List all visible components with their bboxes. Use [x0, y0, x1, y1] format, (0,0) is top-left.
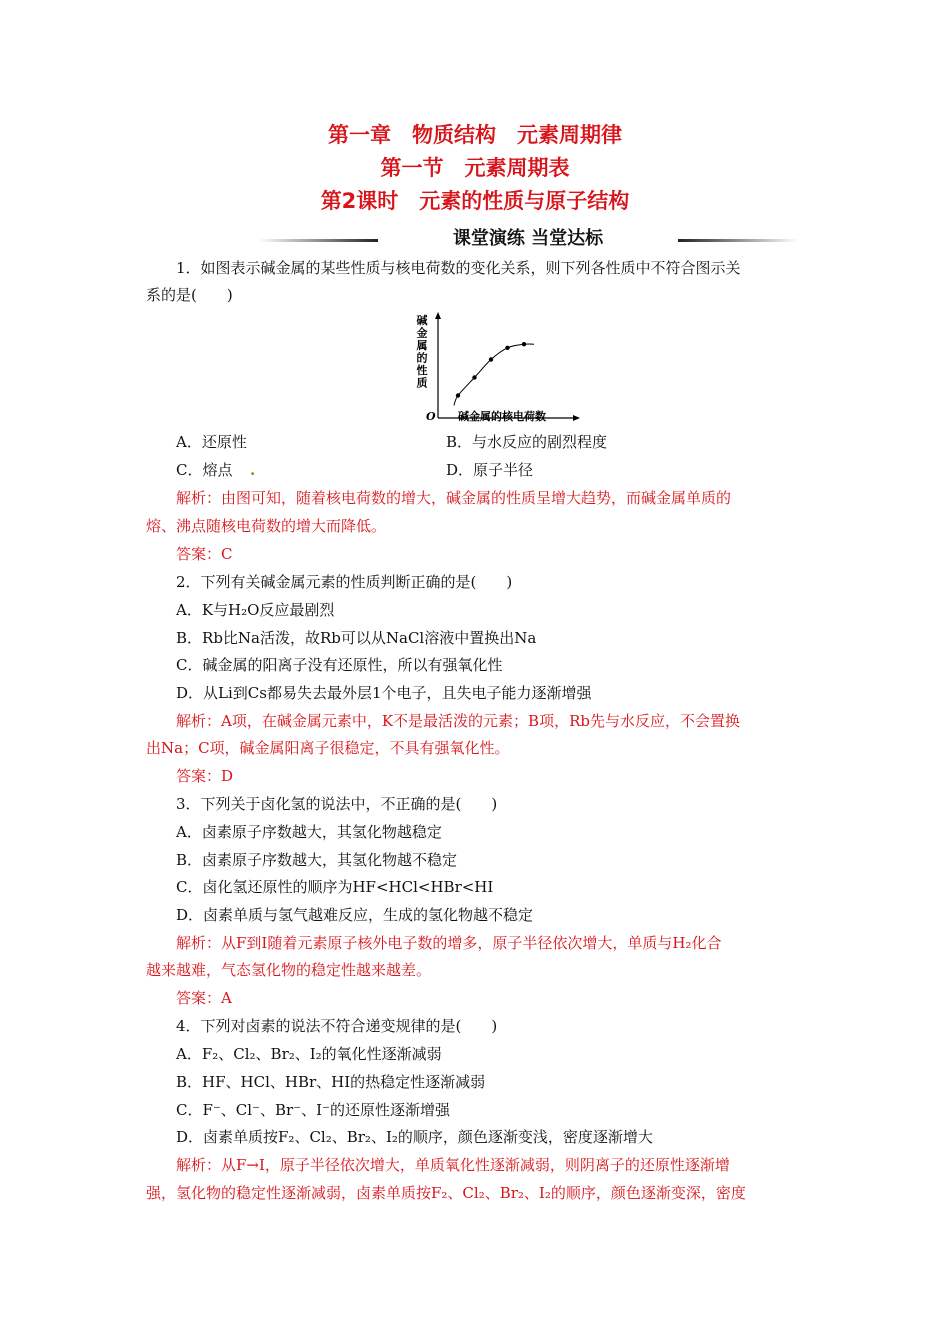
q1-analysis-line1: 解析：由图可知，随着核电荷数的增大，碱金属的性质呈增大趋势，而碱金属单质的 [176, 489, 732, 507]
q3-answer: 答案：A [176, 989, 232, 1007]
chart-x-arrow [573, 415, 580, 421]
q2-option-d: D．从Li到Cs都易失去最外层1个电子，且失电子能力逐渐增强 [176, 684, 592, 702]
q1-analysis-line2: 熔、沸点随核电荷数的增大而降低。 [146, 517, 387, 535]
chart-y-arrow [435, 312, 441, 319]
q3-stem: 3．下列关于卤化氢的说法中，不正确的是( ) [176, 795, 498, 813]
q2-answer: 答案：D [176, 767, 234, 785]
q4-analysis-line1: 解析：从F→I，原子半径依次增大，单质氧化性逐渐减弱，则阴离子的还原性逐渐增 [176, 1156, 730, 1174]
q4-analysis-line2: 强，氢化物的稳定性逐渐减弱，卤素单质按F₂、Cl₂、Br₂、I₂的顺序，颜色逐渐变深，密度 [146, 1184, 746, 1202]
chart-y-label-char: 碱 [416, 314, 428, 327]
chart-point [489, 357, 493, 361]
chart-point [505, 346, 509, 350]
q3-option-b: B．卤素原子序数越大，其氢化物越不稳定 [176, 851, 458, 869]
q4-option-d: D．卤素单质按F₂、Cl₂、Br₂、I₂的顺序，颜色逐渐变浅，密度逐渐增大 [176, 1128, 653, 1146]
q3-option-d: D．卤素单质与氢气越难反应，生成的氢化物越不稳定 [176, 906, 534, 924]
lesson-title: 第2课时 元素的性质与原子结构 [320, 189, 630, 213]
q4-option-a: A．F₂、Cl₂、Br₂、I₂的氧化性逐渐减弱 [176, 1045, 442, 1063]
q4-stem: 4．下列对卤素的说法不符合递变规律的是( ) [176, 1017, 498, 1035]
q1-chart [402, 310, 582, 430]
chart-y-label-char: 性 [416, 364, 428, 377]
q3-option-a: A．卤素原子序数越大，其氢化物越稳定 [176, 823, 442, 841]
practice-banner [258, 227, 798, 251]
q2-option-c: C．碱金属的阳离子没有还原性，所以有强氧化性 [176, 656, 503, 674]
q1-stem-line1: 1．如图表示碱金属的某些性质与核电荷数的变化关系，则下列各性质中不符合图示关 [176, 259, 741, 277]
chart-y-label [416, 313, 429, 390]
chapter-title: 第一章 物质结构 元素周期律 [328, 123, 622, 147]
q1-option-b: B．与水反应的剧烈程度 [446, 433, 608, 451]
q3-analysis-line1: 解析：从F到I随着元素原子核外电子数的增多，原子半径依次增大，单质与H₂化合 [176, 934, 722, 952]
q2-stem: 2．下列有关碱金属元素的性质判断正确的是( ) [176, 573, 513, 591]
ink-dot: . [250, 461, 256, 479]
chart-x-label: 碱金属的核电荷数 [458, 410, 546, 423]
chart-y-label-char: 金 [416, 326, 428, 340]
q1-option-a: A．还原性 [176, 433, 247, 451]
chart-y-label-char: 属 [416, 339, 428, 352]
q1-stem-line2: 系的是( ) [146, 286, 233, 304]
chart-y-label-char: 的 [416, 351, 428, 365]
chart-point [472, 375, 476, 379]
banner-rule-right [678, 239, 798, 242]
q3-analysis-line2: 越来越难，气态氢化物的稳定性越来越差。 [146, 961, 432, 979]
banner-rule-left [258, 239, 378, 242]
chart-origin: O [426, 410, 436, 423]
chart-y-label-char: 质 [416, 376, 428, 390]
banner-text: 课堂演练 当堂达标 [452, 228, 604, 249]
q2-analysis-line2: 出Na；C项，碱金属阳离子很稳定，不具有强氧化性。 [146, 739, 510, 757]
q4-option-b: B．HF、HCl、HBr、HI的热稳定性逐渐减弱 [176, 1073, 486, 1091]
q1-answer: 答案：C [176, 545, 233, 563]
chart-point [522, 342, 526, 346]
q2-analysis-line1: 解析：A项，在碱金属元素中，K不是最活泼的元素；B项，Rb先与水反应，不会置换 [176, 712, 740, 730]
q1-option-c: C．熔点 [176, 461, 233, 479]
section-title: 第一节 元素周期表 [380, 156, 570, 180]
chart-curve [454, 344, 534, 406]
q2-option-a: A．K与H₂O反应最剧烈 [176, 601, 335, 619]
q1-option-d: D．原子半径 [446, 461, 534, 479]
chart-point [456, 393, 460, 397]
q2-option-b: B．Rb比Na活泼，故Rb可以从NaCl溶液中置换出Na [176, 629, 537, 647]
q4-option-c: C．F⁻、Cl⁻、Br⁻、I⁻的还原性逐渐增强 [176, 1101, 450, 1119]
q3-option-c: C．卤化氢还原性的顺序为HF<HCl<HBr<HI [176, 878, 494, 896]
